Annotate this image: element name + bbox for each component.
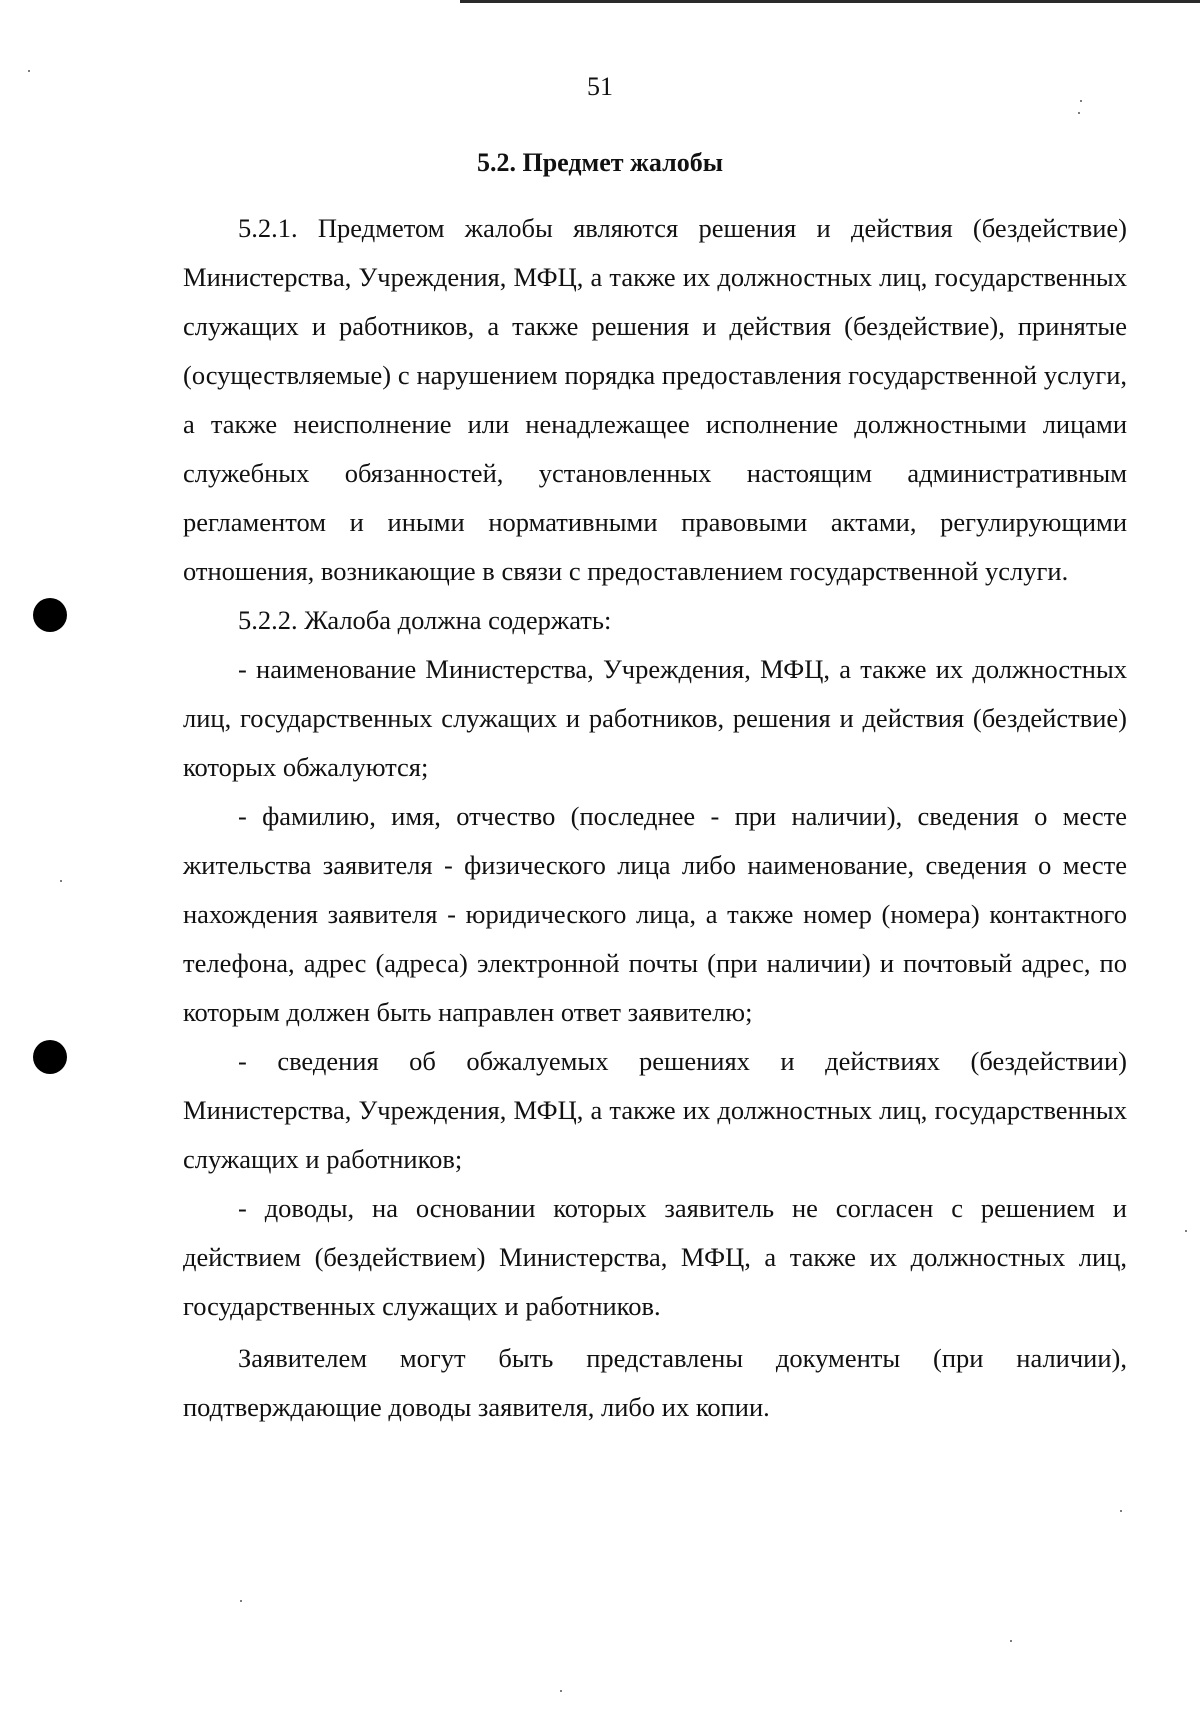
punch-hole-mark [33,598,67,632]
scan-speck [1185,1230,1187,1232]
scan-top-edge [460,0,1200,3]
list-item: - наименование Министерства, Учреждения, МФЦ, а также их должностных лиц, государственных служащих и работников, решения и действия (бездействие) которых обжалуются; [183,654,1127,782]
paragraph: 5.2.1. Предметом жалобы являются решения и действия (бездействие) Министерства, Учреждения, МФЦ, а также их должностных лиц, государственных служащих и работников, а также решения и действия (бездействие), принятые (осуществляемые) с нарушением порядка предоставления государственной услуги, а также неисполнение или ненадлежащее исполнение должностными лицами служебных обязанностей, установленных настоящим административным регламентом и иными нормативными правовыми актами, регулирующими отношения, возникающие в связи с предоставлением государственной услуги. [183,213,1127,586]
scan-speck [560,1690,562,1692]
scan-speck [60,880,62,882]
scan-speck [1010,1640,1012,1642]
paragraph: 5.2.2. Жалоба должна содержать: [238,605,612,635]
page-number: 51 [587,72,613,101]
list-item: - сведения об обжалуемых решениях и действиях (бездействии) Министерства, Учреждения, МФЦ, а также их должностных лиц, государственных служащих и работников; [183,1046,1127,1174]
punch-hole-mark [33,1040,67,1074]
scan-speck [1078,112,1080,114]
scan-speck [1120,1510,1122,1512]
paragraph: Заявителем могут быть представлены документы (при наличии), подтверждающие доводы заявителя, либо их копии. [183,1343,1127,1422]
list-item: - доводы, на основании которых заявитель не согласен с решением и действием (бездействием) Министерства, МФЦ, а также их должностных лиц, государственных служащих и работников. [183,1193,1127,1321]
document-body [183,204,1127,1432]
scan-speck [28,70,30,72]
scan-speck [240,1600,242,1602]
scan-speck [1080,100,1082,102]
section-title: 5.2. Предмет жалобы [476,148,724,177]
list-item: - фамилию, имя, отчество (последнее - при наличии), сведения о месте жительства заявителя - физического лица либо наименование, сведения о месте нахождения заявителя - юридического лица, а также номер (номера) контактного телефона, адрес (адреса) электронной почты (при наличии) и почтовый адрес, по которым должен быть направлен ответ заявителю; [183,801,1127,1027]
